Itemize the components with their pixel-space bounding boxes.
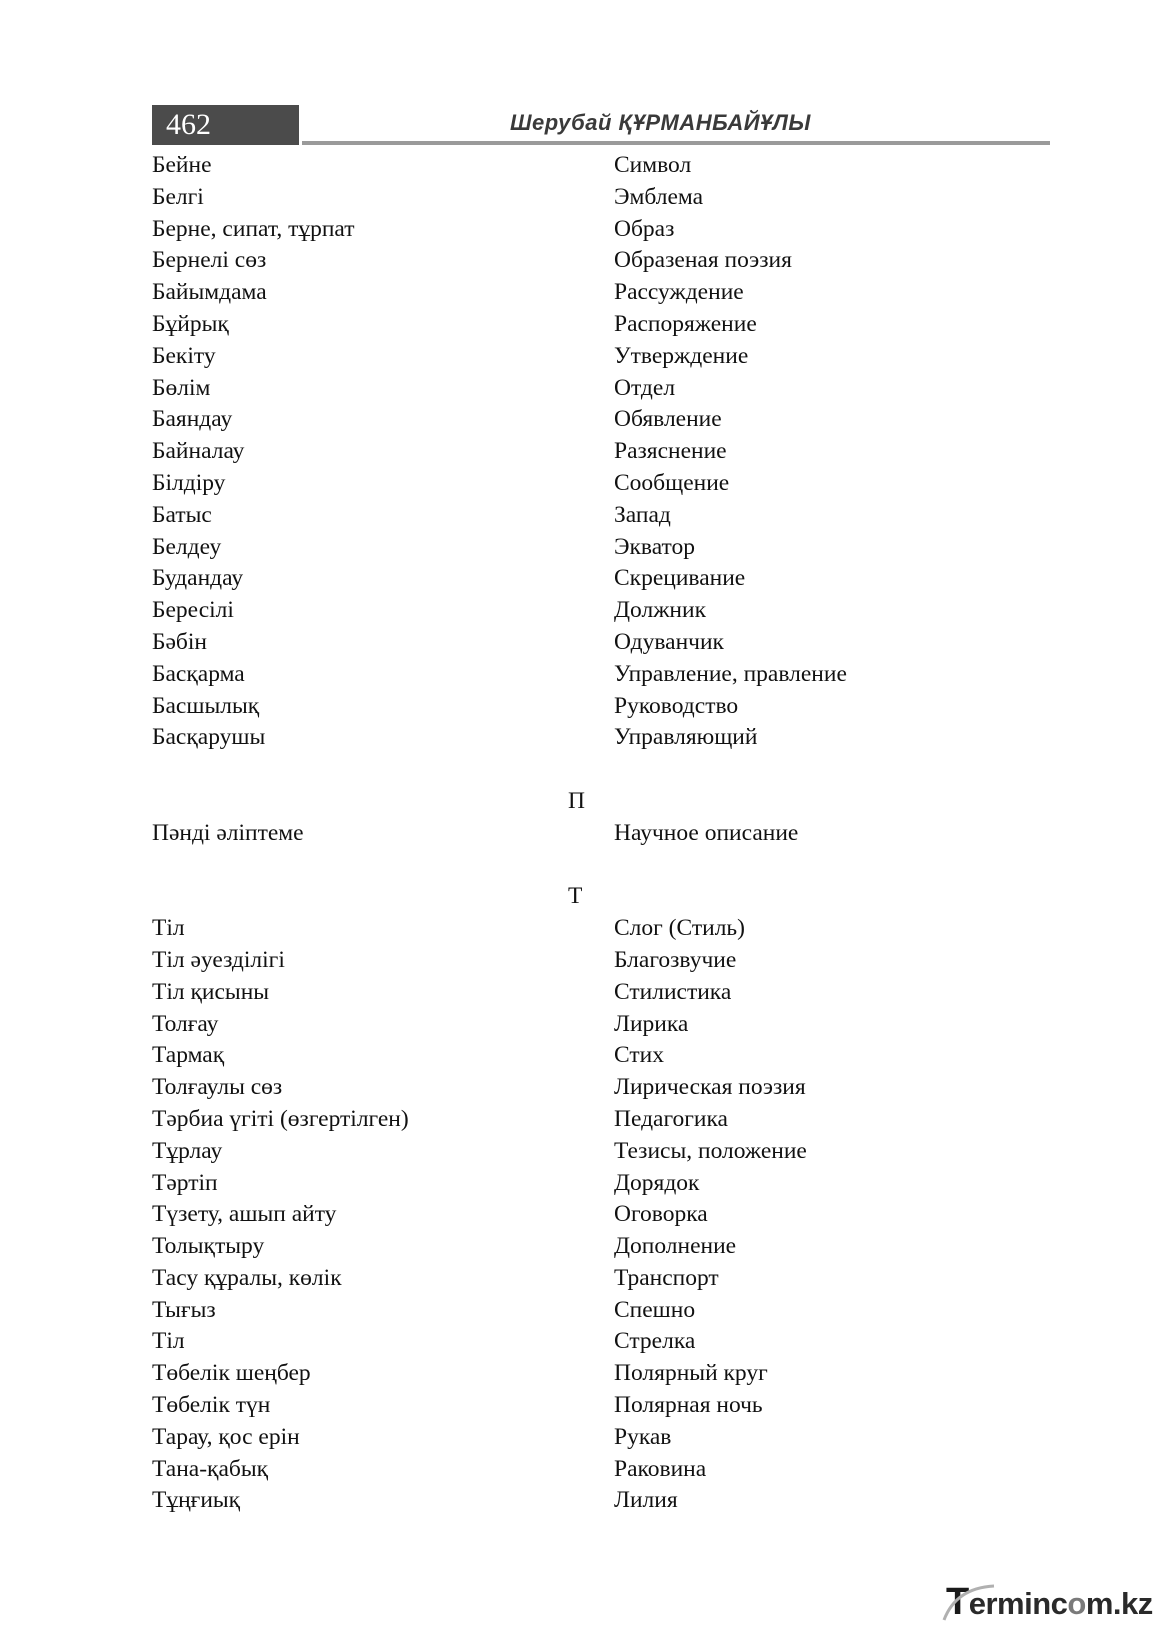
- running-head: Шерубай ҚҰРМАНБАЙҰЛЫ: [510, 110, 811, 135]
- russian-term: Оговорка: [614, 1201, 708, 1228]
- glossary-row: [152, 722, 1032, 754]
- russian-term: Скрецивание: [614, 565, 746, 592]
- kazakh-term: Пәнді әліптеме: [152, 819, 304, 846]
- kazakh-term: Белгі: [152, 183, 204, 210]
- glossary-row: [152, 1326, 1032, 1358]
- kazakh-term: Бекіту: [152, 342, 216, 369]
- kazakh-term: Тіл қисыны: [152, 978, 270, 1005]
- russian-term: Управление, правление: [614, 660, 847, 687]
- kazakh-term: Тана-қабық: [152, 1455, 269, 1482]
- glossary-row: [152, 532, 1032, 564]
- glossary-row: [152, 214, 1032, 246]
- kazakh-term: Бұйрық: [152, 310, 229, 337]
- watermark-letter-t: T: [946, 1581, 969, 1623]
- kazakh-term: Төбелік шеңбер: [152, 1360, 311, 1387]
- glossary-row: [152, 1040, 1032, 1072]
- glossary-row: [152, 373, 1032, 405]
- glossary-row: [152, 627, 1032, 659]
- russian-term: Руководство: [614, 692, 739, 719]
- glossary-row: [152, 691, 1032, 723]
- russian-term: Дополнение: [614, 1233, 737, 1260]
- page-header: [152, 105, 1050, 145]
- glossary-row: [152, 945, 1032, 977]
- glossary-row: [152, 1199, 1032, 1231]
- russian-term: Обявление: [614, 406, 722, 433]
- glossary-row: [152, 1168, 1032, 1200]
- glossary-row: [152, 277, 1032, 309]
- russian-term: Рукав: [614, 1423, 672, 1450]
- kazakh-term: Басқарушы: [152, 724, 266, 751]
- russian-term: Разяснение: [614, 438, 727, 465]
- russian-term: Лилия: [614, 1487, 678, 1514]
- glossary-row: [152, 1263, 1032, 1295]
- russian-term: Управляющий: [614, 724, 758, 751]
- kazakh-term: Тәрбиа үгіті (өзгертілген): [152, 1105, 409, 1132]
- russian-term: Образеная поэзия: [614, 247, 792, 274]
- glossary-row: [152, 1009, 1032, 1041]
- russian-term: Стих: [614, 1042, 664, 1069]
- section-letter: [152, 881, 1032, 913]
- kazakh-term: Бейне: [152, 152, 212, 178]
- russian-term: Стрелка: [614, 1328, 696, 1355]
- kazakh-term: Тармақ: [152, 1042, 225, 1069]
- kazakh-term: Тығыз: [152, 1296, 216, 1323]
- russian-term: Научное описание: [614, 819, 799, 846]
- glossary-row: [152, 1358, 1032, 1390]
- glossary-row: [152, 563, 1032, 595]
- kazakh-term: Белдеу: [152, 533, 222, 560]
- russian-term: Полярный круг: [614, 1360, 768, 1387]
- watermark-magnifier-o: o: [1067, 1586, 1086, 1621]
- kazakh-term: Тұрлау: [152, 1137, 223, 1164]
- kazakh-term: Тасу құралы, көлік: [152, 1264, 342, 1291]
- kazakh-term: Тарау, қос ерін: [152, 1423, 300, 1450]
- kazakh-term: Тұңғиық: [152, 1487, 241, 1514]
- russian-term: Транспорт: [614, 1264, 719, 1291]
- section-letter-text: П: [568, 787, 585, 814]
- kazakh-term: Тәртіп: [152, 1169, 218, 1196]
- watermark-swoosh-icon: [938, 1582, 998, 1626]
- russian-term: Слог (Стиль): [614, 915, 745, 942]
- glossary-row: [152, 595, 1032, 627]
- russian-term: Раковина: [614, 1455, 707, 1482]
- russian-term: Полярная ночь: [614, 1392, 763, 1419]
- glossary-row: [152, 818, 1032, 850]
- kazakh-term: Будандау: [152, 565, 244, 592]
- glossary-row: [152, 913, 1032, 945]
- russian-term: Эмблема: [614, 183, 704, 210]
- watermark-text-a: erminc: [968, 1586, 1068, 1621]
- kazakh-term: Толғаулы сөз: [152, 1074, 283, 1101]
- kazakh-term: Батыс: [152, 501, 212, 528]
- glossary-row: [152, 468, 1032, 500]
- kazakh-term: Тіл: [152, 915, 185, 942]
- kazakh-term: Толықтыру: [152, 1233, 265, 1260]
- kazakh-term: Тіл: [152, 1328, 185, 1355]
- glossary-row: [152, 1454, 1032, 1486]
- glossary-row: [152, 1104, 1032, 1136]
- russian-term: Утверждение: [614, 342, 749, 369]
- kazakh-term: Түзету, ашып айту: [152, 1201, 337, 1228]
- russian-term: Спешно: [614, 1296, 696, 1323]
- russian-term: Тезисы, положение: [614, 1137, 807, 1164]
- russian-term: Лирика: [614, 1010, 689, 1037]
- header-rule: [302, 141, 1050, 145]
- kazakh-term: Бересілі: [152, 597, 234, 624]
- russian-term: Распоряжение: [614, 310, 757, 337]
- russian-term: Символ: [614, 152, 692, 178]
- kazakh-term: Басқарма: [152, 660, 245, 687]
- kazakh-term: Төбелік түн: [152, 1392, 271, 1419]
- kazakh-term: Баяндау: [152, 406, 233, 433]
- glossary-row: [152, 1390, 1032, 1422]
- kazakh-term: Тіл әуезділігі: [152, 946, 285, 973]
- russian-term: Дорядок: [614, 1169, 700, 1196]
- glossary-row: [152, 977, 1032, 1009]
- glossary-row: [152, 309, 1032, 341]
- russian-term: Благозвучие: [614, 946, 737, 973]
- glossary-row: [152, 1485, 1032, 1517]
- russian-term: Сообщение: [614, 469, 730, 496]
- glossary-row: [152, 1072, 1032, 1104]
- kazakh-term: Берне, сипат, тұрпат: [152, 215, 355, 242]
- glossary-row: [152, 182, 1032, 214]
- russian-term: Экватор: [614, 533, 695, 560]
- termincom-watermark: [946, 1580, 1153, 1624]
- russian-term: Запад: [614, 501, 671, 528]
- page-number: 462: [152, 105, 299, 145]
- glossary-row: [152, 1422, 1032, 1454]
- russian-term: Образ: [614, 215, 675, 242]
- section-letter-text: Т: [568, 883, 583, 910]
- glossary-list: [152, 150, 1032, 1517]
- kazakh-term: Білдіру: [152, 469, 226, 496]
- russian-term: Педагогика: [614, 1105, 728, 1132]
- kazakh-term: Толғау: [152, 1010, 219, 1037]
- russian-term: Стилистика: [614, 978, 732, 1005]
- section-gap: [152, 754, 1032, 786]
- russian-term: Отдел: [614, 374, 676, 401]
- russian-term: Рассуждение: [614, 279, 744, 306]
- kazakh-term: Бәбін: [152, 628, 207, 655]
- kazakh-term: Бөлім: [152, 374, 211, 401]
- glossary-row: [152, 150, 1032, 182]
- glossary-row: [152, 341, 1032, 373]
- glossary-row: [152, 1231, 1032, 1263]
- section-letter: [152, 786, 1032, 818]
- glossary-row: [152, 404, 1032, 436]
- glossary-row: [152, 1295, 1032, 1327]
- kazakh-term: Бернелі сөз: [152, 247, 267, 274]
- glossary-row: [152, 436, 1032, 468]
- kazakh-term: Байналау: [152, 438, 245, 465]
- glossary-row: [152, 500, 1032, 532]
- watermark-text-b: m.kz: [1085, 1586, 1153, 1621]
- kazakh-term: Басшылық: [152, 692, 260, 719]
- russian-term: Лирическая поэзия: [614, 1074, 806, 1101]
- glossary-row: [152, 659, 1032, 691]
- kazakh-term: Байымдама: [152, 279, 267, 306]
- russian-term: Одуванчик: [614, 628, 724, 655]
- russian-term: Должник: [614, 597, 707, 624]
- glossary-row: [152, 1136, 1032, 1168]
- section-gap: [152, 850, 1032, 882]
- glossary-row: [152, 245, 1032, 277]
